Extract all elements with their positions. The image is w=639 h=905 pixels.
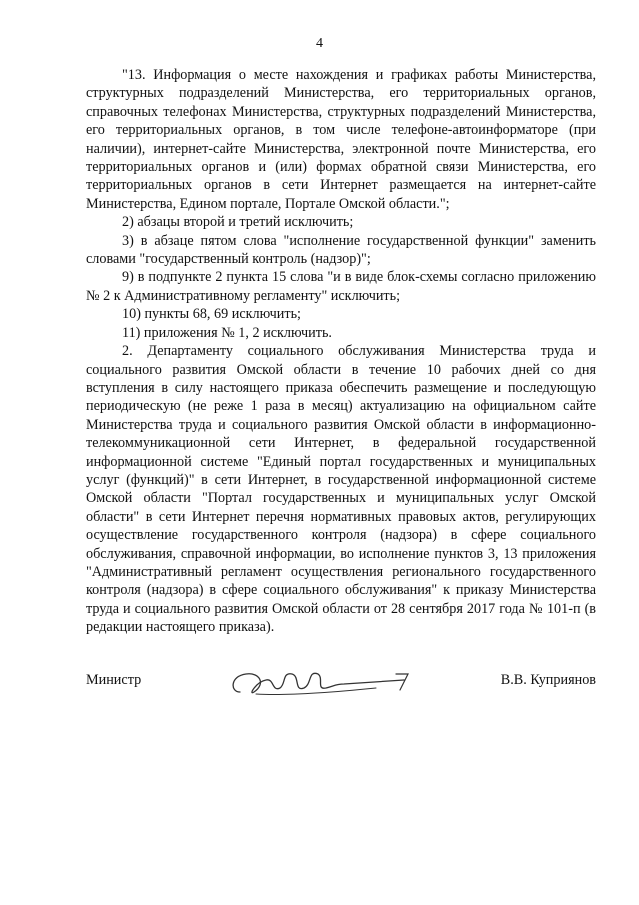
paragraph-amendment-2: 2) абзацы второй и третий исключить;: [122, 214, 354, 231]
signature-block: [86, 668, 596, 708]
paragraph-amendment-10: 10) пункты 68, 69 исключить;: [122, 306, 301, 323]
signatory-title: Министр: [86, 672, 142, 688]
paragraph-amendment-9: 9) в подпункте 2 пункта 15 слова "и в виде блок-схемы согласно приложению № 2 к Административному регламенту" исключить;: [86, 269, 596, 304]
page-number: 4: [316, 36, 323, 51]
paragraph-amendment-3: 3) в абзаце пятом слова "исполнение государственной функции" заменить словами "государственный контроль (надзор)";: [86, 232, 596, 268]
paragraph-point-2: 2. Департаменту социального обслуживания Министерства труда и социального развития Омской области в течение 10 рабочих дней со дня вступления в силу настоящего приказа обеспечить размещение и последующую периодическую (не реже 1 раза в месяц) актуализацию на официальном сайте Министерства труда и социального развития Омской области в информационно-телекоммуникационной сети Интернет, в федеральной государственной информационной системе "Единый портал государственных и муниципальных услуг (функций)" в сети Интернет, в государственной информационной системе Омской области "Портал государственных и муниципальных услуг Омской области" в сети Интернет перечня нормативных правовых актов, регулирующих осуществление государственного контроля (надзора) в сфере социального обслуживания, справочной информации, во исполнение пунктов 3, 13 приложения "Административный регламент осуществления регионального государственного контроля (надзора) в сфере социального обслуживания" к приказу Министерства труда и социального развития Омской области от 28 сентября 2017 года № 101-п (в редакции настоящего приказа).: [86, 343, 596, 636]
signatory-name: В.В. Куприянов: [500, 672, 596, 688]
paragraph-amendment-11: 11) приложения № 1, 2 исключить.: [122, 324, 332, 341]
handwritten-signature: [226, 662, 416, 711]
document-body: [86, 66, 596, 637]
paragraph-item-13-text: "13. Информация о месте нахождения и графиках работы Министерства, структурных подразделений Министерства, его территориальных органов, справочных телефонах Министерства, структурных подразделений Министерства, его территориальных органов, в том числе телефоне-автоинформаторе (при наличии), интернет-сайте Министерства, электронной почте Министерства, его территориальных органов и (или) формах обратной связи Министерства, его территориальных органов в сети Интернет размещается на интернет-сайте Министерства, Едином портале, Портале Омской области.";: [86, 67, 596, 212]
